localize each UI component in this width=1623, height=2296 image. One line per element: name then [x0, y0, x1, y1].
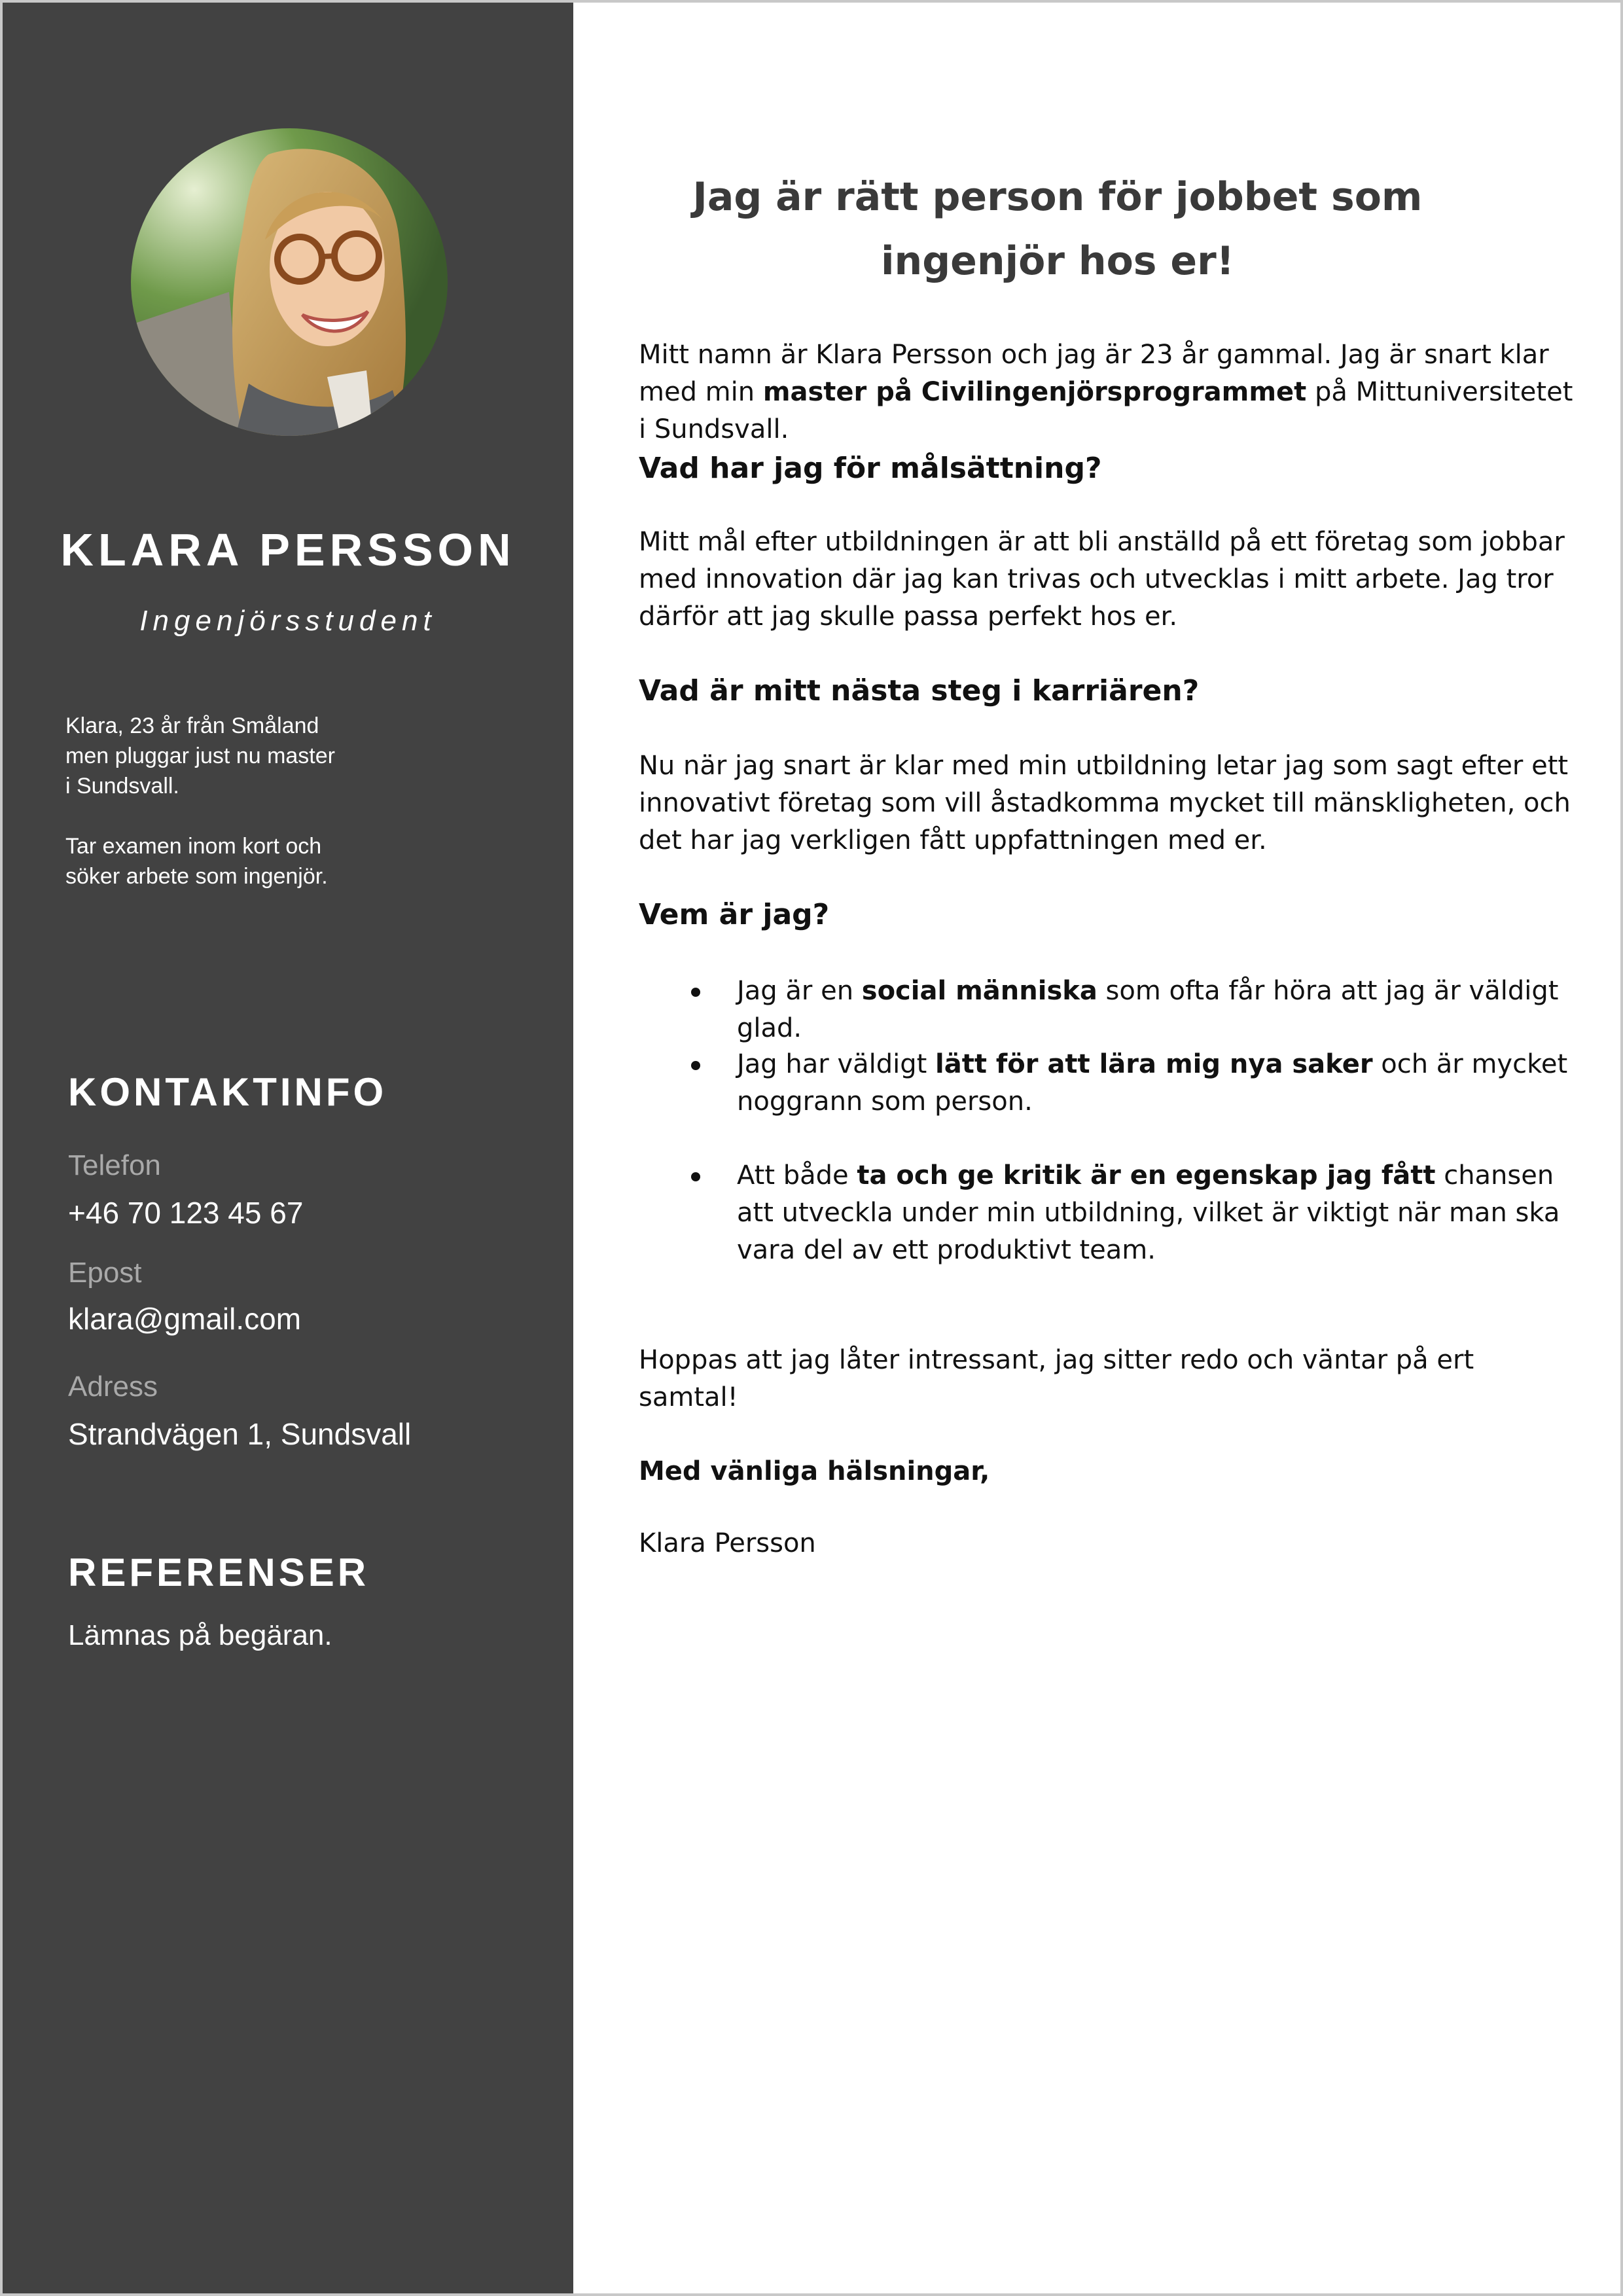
applicant-name: KLARA PERSSON [60, 524, 516, 575]
profile-photo [131, 128, 448, 436]
bullet-dot [691, 1061, 700, 1070]
sidebar-intro [65, 711, 432, 922]
answer-paragraph: Mitt mål efter utbildningen är att bli anställd på ett företag som jobbar med innovation där jag kan trivas och utvecklas i mitt arbete. Jag tror därför att jag skulle passa perfekt hos er. [639, 527, 1565, 632]
phone-value: +46 70 123 45 67 [68, 1196, 304, 1230]
signature: Klara Persson [639, 1528, 816, 1558]
email-label: Epost [68, 1257, 142, 1289]
sidebar [3, 3, 573, 2293]
answer-paragraph: Nu när jag snart är klar med min utbildning letar jag som sagt efter ett innovativt företag som vill åstadkomma mycket till mänskligheten, och det har jag verkligen fått uppfattningen med er. [639, 751, 1571, 855]
headline-line: Jag är rätt person för jobbet som [692, 174, 1423, 220]
intro-paragraph: Klara, 23 år från Småland men pluggar just nu master i Sundsvall. [65, 713, 335, 798]
contact-section-title: KONTAKTINFO [68, 1070, 387, 1114]
bullet-text: Jag har väldigt lätt för att lära mig nya saker och är mycket noggrann som person. [737, 1049, 1568, 1117]
closing-paragraph: Hoppas att jag låter intressant, jag sitter redo och väntar på ert samtal! [639, 1345, 1474, 1412]
address-value: Strandvägen 1, Sundsvall [68, 1417, 412, 1451]
letter-headline [639, 165, 1476, 293]
phone-label: Telefon [68, 1149, 161, 1181]
references-text: Lämnas på begäran. [68, 1619, 332, 1651]
bullet-text: Att både ta och ge kritik är en egenskap jag fått chansen att utveckla under min utbildning, vilket är viktigt när man ska vara del av ett produktivt team. [737, 1160, 1560, 1265]
regards-line: Med vänliga hälsningar, [639, 1456, 990, 1486]
question-heading: Vem är jag? [639, 898, 830, 931]
email-value: klara@gmail.com [68, 1302, 302, 1336]
bullet-text: Jag är en social människa som ofta får höra att jag är väldigt glad. [737, 976, 1559, 1043]
question-heading: Vad är mitt nästa steg i karriären? [639, 674, 1200, 708]
address-label: Adress [68, 1371, 158, 1403]
intro-paragraph: Mitt namn är Klara Persson och jag är 23 år gammal. Jag är snart klar med min master på Civilingenjörsprogrammet på Mittuniversitetet i Sundsvall. [639, 340, 1573, 444]
bullet-dot [691, 1172, 700, 1181]
intro-paragraph: Tar examen inom kort och söker arbete som ingenjör. [65, 834, 328, 889]
bullet-dot [691, 988, 700, 997]
headline-line: ingenjör hos er! [880, 238, 1235, 284]
document-page [3, 3, 1620, 2293]
references-section-title: REFERENSER [68, 1551, 370, 1594]
applicant-role: Ingenjörsstudent [139, 605, 437, 637]
question-heading: Vad har jag för målsättning? [639, 452, 1102, 485]
